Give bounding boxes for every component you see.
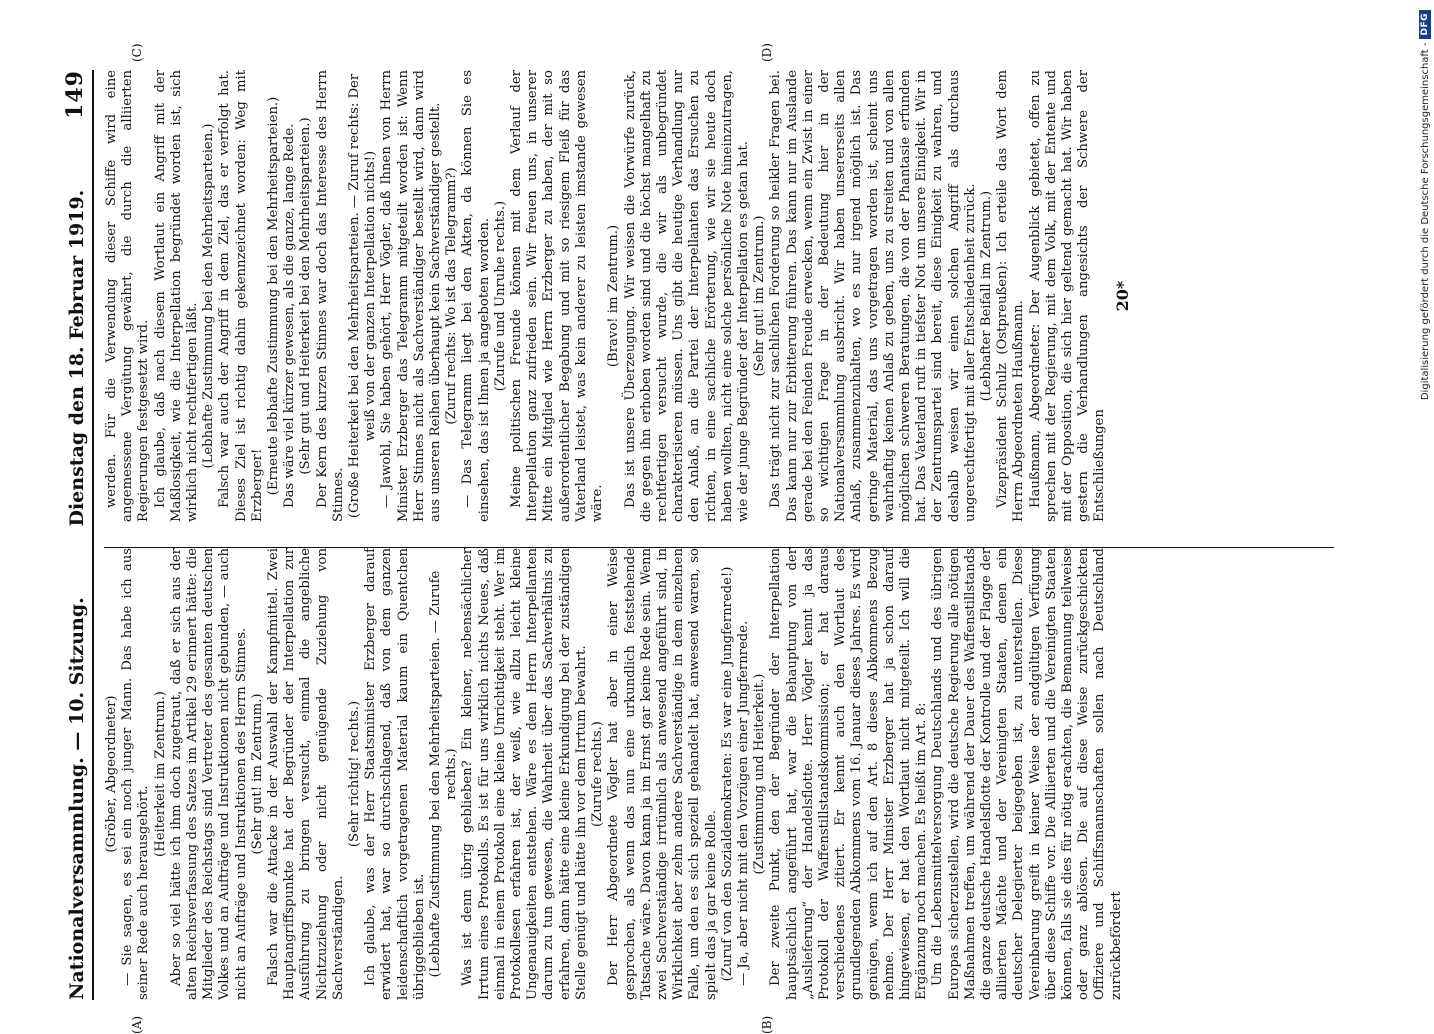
paragraph: (Heiterkeit im Zentrum.) <box>152 691 168 857</box>
paragraph: (Sehr richtig! rechts.) <box>347 700 363 848</box>
paragraph: Das wäre viel kürzer gewesen, als die ganze, lange Rede. <box>282 123 298 508</box>
margin-marker-b: (B) <box>760 1015 774 1034</box>
paragraph: Falsch war auch der Angriff in dem Ziel, das er verfolgt hat. Dieses Ziel ist richtig dahin gekennzeichnet worden: Weg mit Erzberger! <box>217 70 265 522</box>
paragraph: Der Kern des kurzen Stinnes war doch das Interesse des Herrn Stinnes. <box>314 70 346 522</box>
paragraph: — Das Telegramm liegt bei den Akten, da können Sie es einsehen, das ist Ihnen ja angeboten worden. <box>460 70 492 522</box>
margin-marker-d: (D) <box>760 43 774 62</box>
paragraph: — Sie sagen, es sei ein noch junger Mann. Das habe ich aus seiner Rede auch herausgehört. <box>120 548 152 1000</box>
paragraph: (Zuruf von den Sozialdemokraten: Es war eine Jungfernrede!) <box>719 566 735 982</box>
paragraph: Ich glaube, daß nach diesem Wortlaut ein Angriff mit der Maßlosigkeit, wie die Interpellation begründet worden ist, sich wirklich nicht rechtfertigen läßt. <box>152 70 201 522</box>
left-column <box>104 548 1344 1000</box>
paragraph: Das ist unsere Überzeugung. Wir weisen die Vorwürfe zurück, die gegen ihn erhoben worden sind und die höchst mangelhaft zu rechtfertigen versucht wurde, die wir als unbegründet charakterisieren müssen. Uns gibt die heutige Verhandlung nur den Anlaß, an die Partei der Interpellanten das Ersuchen zu richten, in eine sachliche Erörterung, wie wir sie heute doch haben wollten, nicht eine solche persönliche Note hineinzutragen, wie der junge Begründer der Interpellation es getan hat. <box>622 70 751 522</box>
paragraph: (Lebhafter Beifall im Zentrum.) <box>978 190 994 402</box>
margin-marker-a: (A) <box>130 1015 144 1034</box>
paragraph: (Zurufe rechts.) <box>590 721 606 827</box>
paragraph: — Ja, aber nicht mit den Vorzügen einer Jungfernrede. <box>735 620 751 986</box>
paragraph: (Lebhafte Zustimmung bei den Mehrheitsparteien.) <box>201 123 217 469</box>
rotated-page <box>60 43 1360 1034</box>
credit-text: Digitalisierung gefördert durch die Deutsche Forschungsgemeinschaft - <box>1419 42 1431 401</box>
paragraph: (Bravo! im Zentrum.) <box>606 224 622 368</box>
paragraph: Um die Lebensmittelversorgung Deutschlands und des übrigen Europas sicherzustellen, wird die deutsche Regierung alle nötigen Maßnahmen treffen, um während der Dauer des Waffenstillstands die ganze deutsche Handelsflotte der Kontrolle und der Flagge der alliierten Mächte und der Vereinigten Staaten, denen ein deutscher Delegierter beigegeben ist, zu unterstellen. Diese Vereinbarung greift in keiner Weise der endgültigen Verfügung über diese Schiffe vor. Die Alliierten und die Vereinigten Staaten können, falls sie dies für nötig erachten, die Bemannung teilweise oder ganz ablösen. Die auf diese Weise zurückgeschickten Offiziere und Schiffsmannschaften sollen nach Deutschland zurückbefördert <box>930 548 1124 1000</box>
paragraph: — Jawohl, Sie haben gehört, Herr Vögler, daß Ihnen von Herrn Minister Erzberger das Telegramm mitgeteilt worden ist: Wenn Herr Stinnes nicht als Sachverständiger bestellt wird, dann wird aus unseren Reihen überhaupt kein Sachverständiger gestellt. <box>379 70 444 522</box>
paragraph: Der zweite Punkt, den der Begründer der Interpellation hauptsächlich angeführt hat, war die Behauptung von der „Auslieferung“ der Handelsflotte. Herr Vögler kennt ja das Protokoll der Waffenstillstandskommission; er hat daraus verschiedenes zitiert. Er kennt auch den Wortlaut des grundlegenden Abkommens vom 16. Januar dieses Jahres. Es wird genügen, wenn ich auf den Art. 8 dieses Abkommens Bezug nehme. Der Herr Minister Erzberger hat ja schon darauf hingewiesen, er hat den Wortlaut nicht mitgeteilt. Ich will die Ergänzung noch machen. Es heißt im Art. 8: <box>768 548 930 1000</box>
paragraph: (Zurufe und Unruhe rechts.) <box>492 200 508 392</box>
paragraph: (Gröber, Abgeordneter) <box>104 695 119 853</box>
right-column <box>104 70 1344 522</box>
paragraph: (Große Heiterkeit bei den Mehrheitsparteien. — Zuruf rechts: Der weiß von der ganzen Interpellation nichts!) <box>347 73 379 519</box>
paragraph: (Zustimmung und Heiterkeit.) <box>752 673 768 875</box>
paragraph: (Sehr gut! im Zentrum.) <box>249 693 265 855</box>
page-header <box>60 70 94 1000</box>
paragraph: (Erneute lebhafte Zustimmung bei den Mehrheitsparteien.) <box>266 96 282 496</box>
header-left-title: Nationalversammlung. — 10. Sitzung. <box>66 597 88 1000</box>
text-columns <box>104 70 1344 1000</box>
paragraph: Haußmann, Abgeordneter: Der Augenblick gebietet, offen zu sprechen mit der Regierung, mit dem Volk, mit der Entente und mit der Opposition, die sich hier geltend gemacht hat. Wir haben gestern die Verhandlungen angesichts der Schwere der Entschließungen <box>1027 70 1108 522</box>
paragraph: Was ist denn übrig geblieben? Ein kleiner, nebensächlicher Irrtum eines Protokolls. Es ist für uns wirklich nichts Neues, daß einmal in einem Protokoll eine kleine Unrichtigkeit steht. Wer im Protokollesen erfahren ist, der weiß, wie allzu leicht kleine Ungenauigkeiten entstehen. Wäre es dem Herrn Interpellanten darum zu tun gewesen, die Wahrheit über das Sachverhältnis zu erfahren, dann hätte eine kleine Erkundigung bei der zuständigen Stelle genügt und hätte ihn vor dem Irrtum bewahrt. <box>460 548 589 1000</box>
digitization-credit <box>1418 10 1432 1000</box>
paragraph: Der Herr Abgeordnete Vögler hat aber in einer Weise gesprochen, als wenn das nun eine urkundlich feststehende Tatsache wäre. Davon kann ja im Ernst gar keine Rede sein. Wenn zwei Sachverständige irrtümlich als anwesend angeführt sind, in Wirklichkeit aber zehn andere Sachverständige in dem einzelnen Falle, um den es sich speziell gehandelt hat, anwesend waren, so spielt das ja gar keine Rolle. <box>606 548 719 1000</box>
paragraph: Ich glaube, was der Herr Staatsminister Erzberger darauf erwidert hat, war so durchschlagend, daß von dem ganzen leidenschaftlich vorgetragenen Material kaum ein Quentchen übriggeblieben ist. <box>363 548 427 1000</box>
footnote-mark: 20* <box>1112 280 1132 312</box>
page-number: 149 <box>62 70 88 119</box>
paragraph: Meine politischen Freunde können mit dem Verlauf der Interpellation ganz zufrieden sein. Wir freuen uns, in unserer Mitte ein Mitglied wie Herrn Erzberger zu haben, der mit so außerordentlicher Begabung und mit so riesigem Fleiß für das Vaterland leistet, was kein anderer zu leisten imstande gewesen wäre. <box>509 70 606 522</box>
paragraph: Aber so viel hätte ich ihm doch zugetraut, daß er sich aus der alten Reichsverfassung des Satzes im Artikel 29 erinnert hätte: die Mitglieder des Reichstags sind Vertreter des gesamten deutschen Volkes und an Aufträge und Instruktionen nicht gebunden, — auch nicht an Aufträge und Instruktionen des Herrn Stinnes. <box>168 548 249 1000</box>
paragraph: (Sehr gut und Heiterkeit bei den Mehrheitsparteien.) <box>298 117 314 475</box>
margin-marker-c: (C) <box>130 43 144 62</box>
paragraph: (Zuruf rechts: Wo ist das Telegramm?) <box>444 167 460 425</box>
paragraph: Vizepräsident Schulz (Ostpreußen): Ich erteile das Wort dem Herrn Abgeordneten Haußmann. <box>995 70 1027 522</box>
paragraph: Falsch war die Attacke in der Auswahl der Kampfmittel. Zwei Hauptangriffspunkte hat der Begründer der Interpellation zur Ausführung zu bringen versucht, einmal die angebliche Nichtzuziehung oder nicht genügende Zuziehung von Sachverständigen. <box>266 548 346 1000</box>
paragraph: (Lebhafte Zustimmung bei den Mehrheitsparteien. — Zurufe rechts.) <box>428 570 460 978</box>
paragraph: (Sehr gut! im Zentrum.) <box>752 215 768 377</box>
header-center-title: Dienstag den 18. Februar 1919. <box>66 189 88 527</box>
paragraph: Das trägt nicht zur sachlichen Forderung so heikler Fragen bei. Das kann nur zur Erbitterung führen. Das kann nur im Auslande gerade bei den Feinden Freude erwecken, wenn ein Zwist in einer so wichtigen Frage in der Bedeutung hier in der Nationalversammlung ausbricht. Wir haben unsererseits allen Anlaß, zusammenzuhalten, wo es nur irgend möglich ist. Das geringe Material, das uns vorgetragen worden ist, scheint uns wahrhaftig keinen Anlaß zu geben, uns zu streiten und von allen möglichen schweren Beratungen, die von der Phantasie erfunden hat. Das Vaterland ruft in tiefster Not um unsere Einigkeit. Wir in der Zentrumspartei sind bereit, diese Einigkeit zu wahren, und deshalb weisen wir einen solchen Angriff als durchaus ungerechtfertigt mit aller Entschiedenheit zurück. <box>768 70 978 522</box>
paragraph: werden. Für die Verwendung dieser Schiffe wird eine angemessene Vergütung gewährt, die durch die alliierten Regierungen festgesetzt wird. <box>104 70 152 522</box>
dfg-logo: DFG <box>1419 10 1431 39</box>
